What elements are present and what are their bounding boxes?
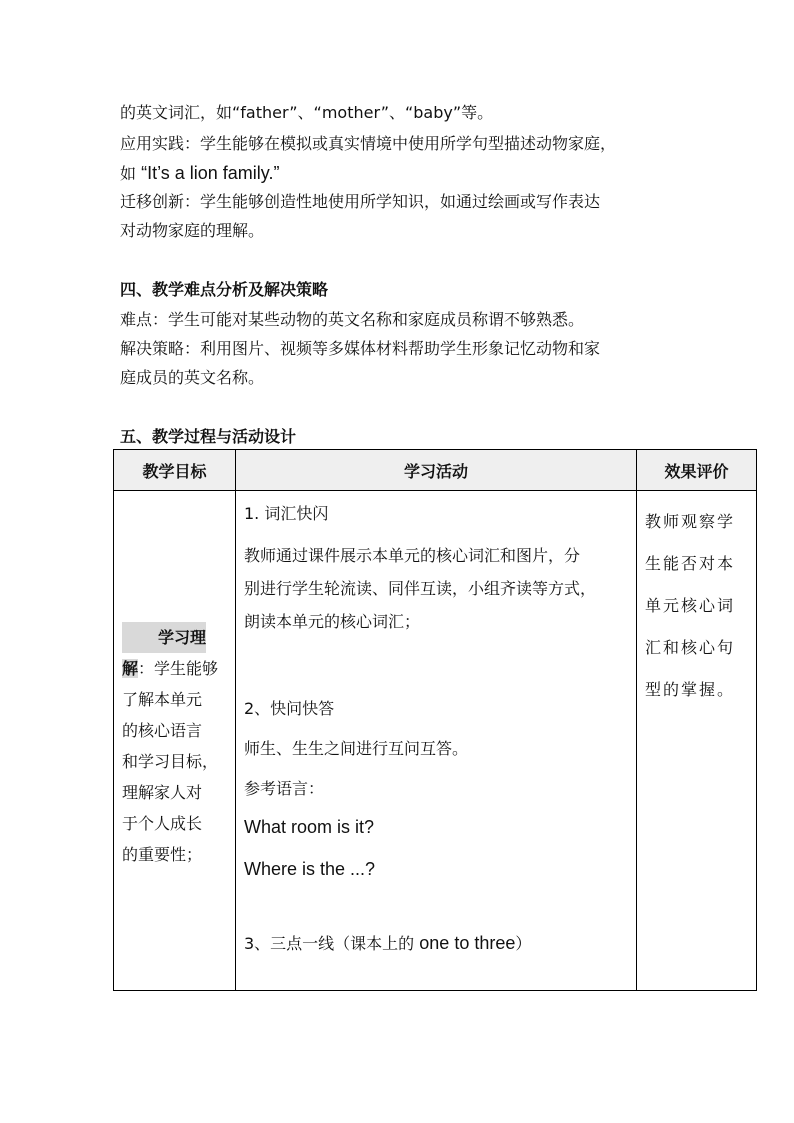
goal-line: ：学生能够 (138, 659, 219, 678)
intro-line-1: 的英文词汇，如“father”、“mother”、“baby”等。 (120, 103, 494, 122)
activity-1-title: 1. 词汇快闪 (244, 504, 329, 523)
intro-example-quote: “It’s a lion family.” (141, 163, 280, 183)
activity-cell (236, 491, 637, 991)
evaluation-line: 汇和核心句 (645, 638, 736, 657)
intro-line-5: 对动物家庭的理解。 (120, 221, 265, 240)
header-learning-activity: 学习活动 (236, 450, 637, 491)
goal-line: 和学习目标， (122, 752, 219, 771)
example-sentence: What room is it? (244, 817, 375, 837)
activity-3-suffix: ） (515, 934, 532, 953)
goal-line: 于个人成长 (122, 814, 203, 833)
example-sentence: Where is the ...? (244, 859, 376, 879)
evaluation-line: 单元核心词 (645, 596, 736, 615)
activity-1-line: 别进行学生轮流读、同伴互读，小组齐读等方式， (244, 579, 597, 598)
evaluation-line: 生能否对本 (645, 554, 736, 573)
section-4-heading: 四、教学难点分析及解决策略 (120, 280, 329, 299)
goal-line: 的核心语言 (122, 721, 203, 740)
lesson-process-table (113, 449, 757, 991)
activity-3-prefix: 3、三点一线（课本上的 (244, 934, 420, 953)
strategy-line-2: 庭成员的英文名称。 (120, 368, 265, 387)
evaluation-cell (637, 491, 757, 991)
intro-line-2: 应用实践：学生能够在模拟或真实情境中使用所学句型描述动物家庭， (120, 134, 617, 153)
strategy-line-1: 解决策略：利用图片、视频等多媒体材料帮助学生形象记忆动物和家 (120, 339, 601, 358)
intro-line-3-prefix: 如 (120, 164, 142, 183)
goal-title: 学习理 (122, 622, 206, 653)
evaluation-line: 型的掌握。 (645, 680, 736, 699)
activity-3-english: one to three (419, 933, 516, 953)
activity-1-line: 教师通过课件展示本单元的核心词汇和图片，分 (244, 546, 581, 565)
goal-line: 了解本单元 (122, 690, 203, 709)
difficulty-line: 难点：学生可能对某些动物的英文名称和家庭成员称谓不够熟悉。 (120, 310, 585, 329)
activity-2-line: 参考语言： (244, 779, 325, 798)
intro-line-4: 迁移创新：学生能够创造性地使用所学知识，如通过绘画或写作表达 (120, 192, 601, 211)
intro-line-3 (120, 163, 279, 184)
activity-2-title: 2、快问快答 (244, 699, 335, 718)
goal-line: 的重要性； (122, 845, 203, 864)
table-header-row (114, 450, 757, 491)
evaluation-line: 教师观察学 (645, 512, 736, 531)
activity-2-line: 师生、生生之间进行互问互答。 (244, 739, 469, 758)
goal-line: 理解家人对 (122, 783, 203, 802)
goal-title-end: 解 (122, 659, 139, 678)
activity-1-line: 朗读本单元的核心词汇； (244, 612, 421, 631)
activity-3-title (244, 930, 636, 957)
goal-cell (114, 491, 236, 991)
table-row (114, 491, 757, 991)
section-5-heading: 五、教学过程与活动设计 (120, 427, 297, 446)
header-teaching-goal: 教学目标 (114, 450, 236, 491)
header-effect-evaluation: 效果评价 (637, 450, 757, 491)
